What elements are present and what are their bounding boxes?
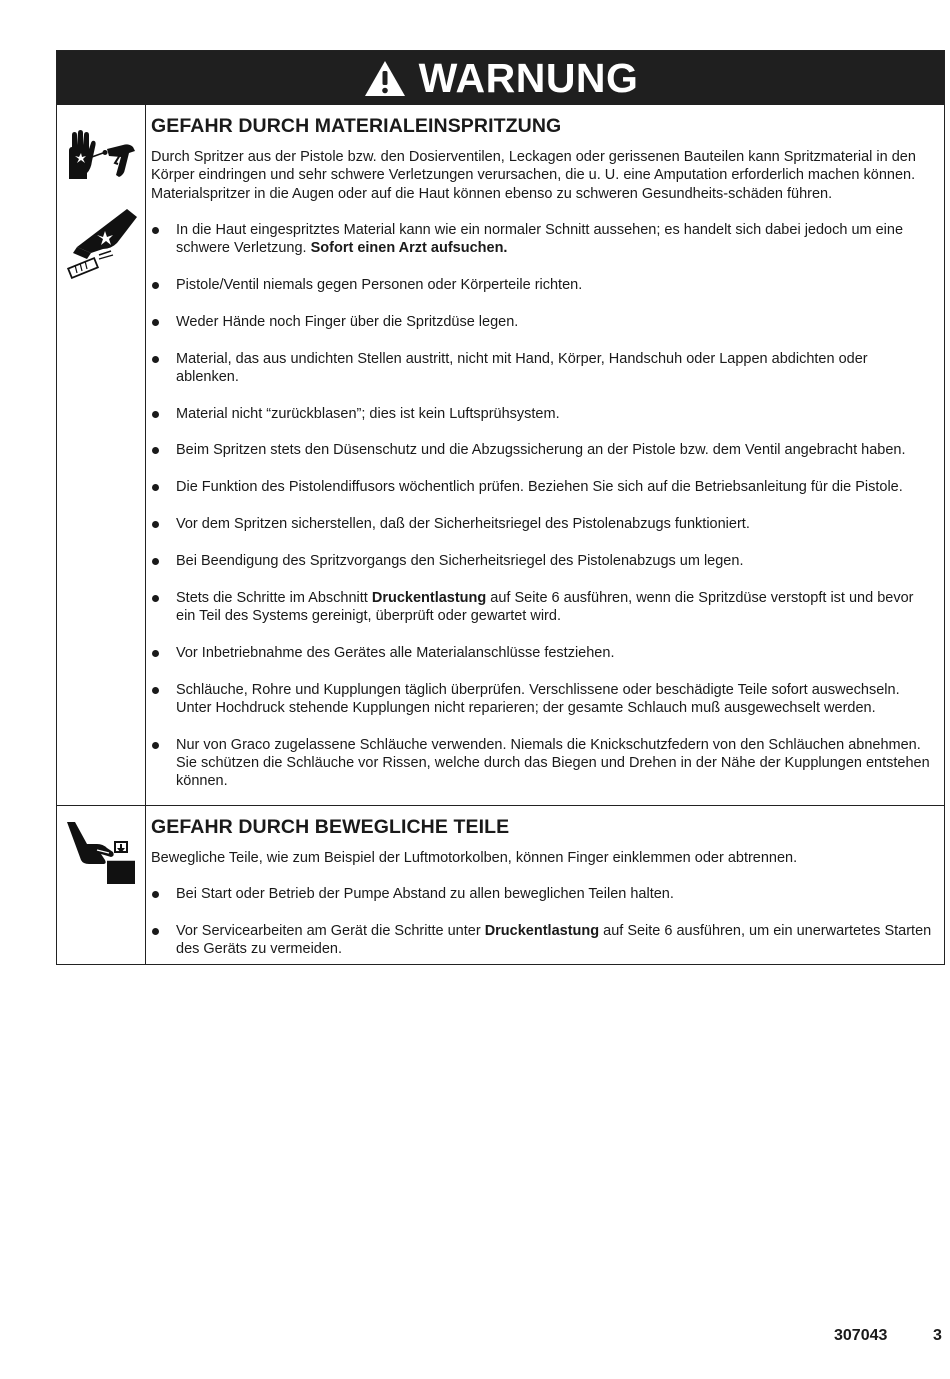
section-material-injection: [57, 105, 944, 805]
list-item: Vor Servicearbeiten am Gerät die Schritte unter Druckentlastung auf Seite 6 ausführen, um ein unerwartetes Starten des Geräts zu vermeiden.: [151, 922, 932, 959]
list-item: Vor Inbetriebnahme des Gerätes alle Materialanschlüsse festziehen.: [151, 644, 932, 662]
section-title: GEFAHR DURCH BEWEGLICHE TEILE: [151, 815, 510, 838]
section-text: [146, 806, 944, 965]
section-icons: [57, 806, 146, 965]
skin-injection-icon: [63, 207, 139, 279]
list-item: In die Haut eingespritztes Material kann wie ein normaler Schnitt aussehen; es handelt sich dabei jedoch um eine schwere Verletzung. Sofort einen Arzt aufsuchen.: [151, 221, 932, 258]
doc-number: 307043: [834, 1327, 888, 1344]
bullet-list: [151, 885, 932, 958]
list-item: Weder Hände noch Finger über die Spritzdüse legen.: [151, 313, 932, 331]
warning-box: [56, 50, 945, 965]
list-item: Material nicht “zurückblasen”; dies ist kein Luftsprühsystem.: [151, 405, 932, 423]
hand-injection-icon: [63, 129, 139, 185]
list-item: Nur von Graco zugelassene Schläuche verwenden. Niemals die Knickschutzfedern von den Schläuchen abnehmen. Sie schützen die Schläuche vor Rissen, welche durch das Biegen und Drehen in der Nähe der Kupplungen entstehen können.: [151, 736, 932, 791]
list-item: Beim Spritzen stets den Düsenschutz und die Abzugssicherung an der Pistole bzw. dem Ventil angebracht haben.: [151, 441, 932, 459]
warning-header: [57, 51, 944, 105]
list-item: Bei Start oder Betrieb der Pumpe Abstand zu allen beweglichen Teilen halten.: [151, 885, 932, 903]
list-item: Bei Beendigung des Spritzvorgangs den Sicherheitsriegel des Pistolenabzugs um legen.: [151, 552, 932, 570]
warning-triangle-icon: [363, 58, 407, 98]
list-item: Die Funktion des Pistolendiffusors wöchentlich prüfen. Beziehen Sie sich auf die Betriebsanleitung für die Pistole.: [151, 478, 932, 496]
section-intro: Bewegliche Teile, wie zum Beispiel der Luftmotorkolben, können Finger einklemmen oder abtrennen.: [151, 849, 798, 866]
warning-title: WARNUNG: [418, 54, 639, 101]
section-icons: [57, 105, 146, 805]
list-item: Schläuche, Rohre und Kupplungen täglich überprüfen. Verschlissene oder beschädigte Teile sofort auswechseln. Unter Hochdruck stehende Kupplungen nicht reparieren; der gesamte Schlauch muß ausgewechselt werden.: [151, 681, 932, 718]
section-moving-parts: [57, 805, 944, 965]
section-intro: Durch Spritzer aus der Pistole bzw. den Dosierventilen, Leckagen oder gerissenen Bauteilen kann Spritzmaterial in den Körper eindringen und sehr schwere Verletzungen verursachen, die u. U. eine Amputation erforderlich machen können. Materialspritzer in die Augen oder auf die Haut können ebenso zu schweren Gesundheits-schäden führen.: [151, 149, 916, 202]
list-item: Stets die Schritte im Abschnitt Druckentlastung auf Seite 6 ausführen, wenn die Spritzdüse verstopft ist und bevor ein Teil des Systems gereinigt, überprüft oder gewartet wird.: [151, 589, 932, 626]
list-item: Vor dem Spritzen sicherstellen, daß der Sicherheitsriegel des Pistolenabzugs funktioniert.: [151, 515, 932, 533]
list-item: Material, das aus undichten Stellen austritt, nicht mit Hand, Körper, Handschuh oder Lappen abdichten oder ablenken.: [151, 350, 932, 387]
section-title: GEFAHR DURCH MATERIALEINSPRITZUNG: [151, 115, 562, 137]
moving-parts-hand-icon: [63, 820, 139, 886]
section-text: [146, 105, 944, 805]
bullet-list: [151, 221, 932, 791]
list-item: Pistole/Ventil niemals gegen Personen oder Körperteile richten.: [151, 276, 932, 294]
page-number: 3: [933, 1327, 942, 1344]
